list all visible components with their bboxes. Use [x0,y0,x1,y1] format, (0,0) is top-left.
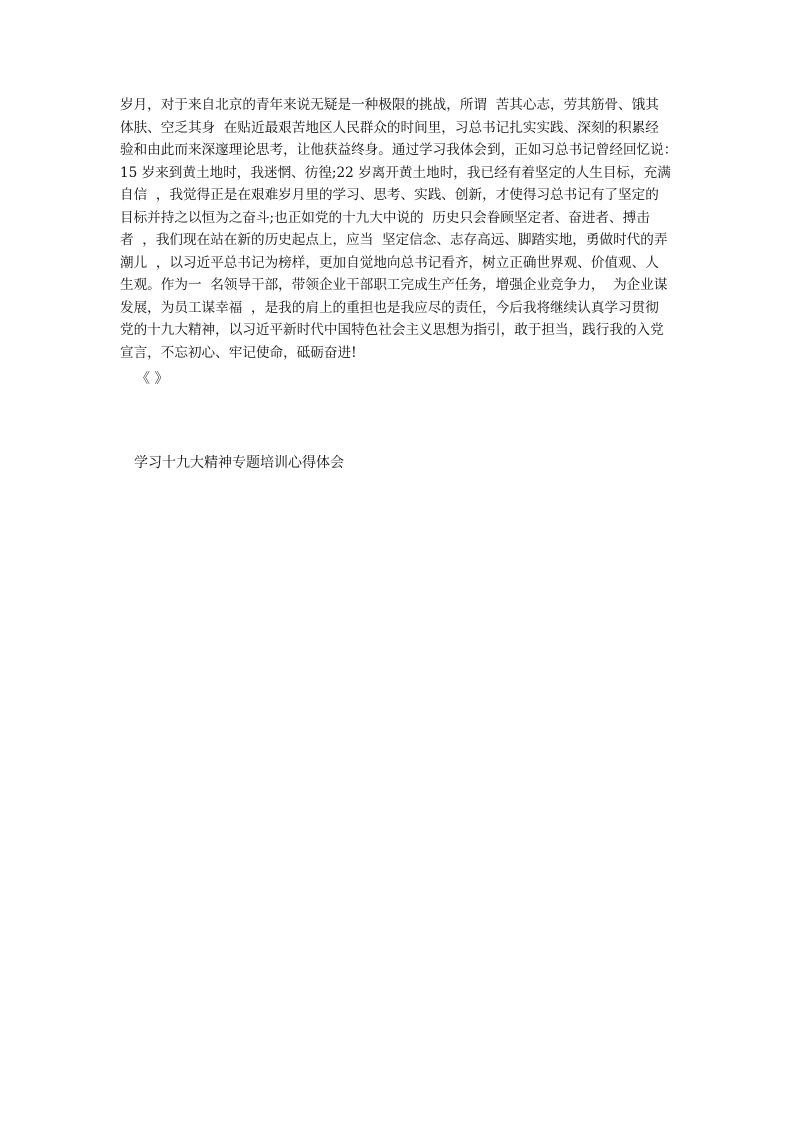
title-brackets: 《 》 [136,371,169,387]
paragraph-line: 党的十九大精神，以习近平新时代中国特色社会主义思想为指引，敢于担当，践行我的入党 [120,322,664,338]
paragraph-line: 岁月，对于来自北京的青年来说无疑是一种极限的挑战，所谓 苦其心志，劳其筋骨、饿其 [120,97,659,113]
paragraph-line: 发展，为员工谋幸福 ，是我的肩上的重担也是我应尽的责任，今后我将继续认真学习贯彻 [120,299,659,316]
paragraph-line: 自信 ，我觉得正是在艰难岁月里的学习、思考、实践、创新，才使得习总书记有了坚定的 [120,187,659,203]
paragraph-line: 宣言，不忘初心、牢记使命，砥砺奋进! [120,344,357,361]
paragraph-line: 验和由此而来深邃理论思考，让他获益终身。通过学习我体会到，正如习总书记曾经回忆说： [120,142,678,158]
paragraph-line: 潮儿 ，以习近平总书记为榜样，更加自觉地向总书记看齐，树立正确世界观、价值观、人 [120,254,659,271]
paragraph-line: 体肤、空乏其身 在贴近最艰苦地区人民群众的时间里，习总书记扎实实践、深刻的积累经 [120,119,659,136]
paragraph-line: 15 岁来到黄土地时，我迷惘、彷徨;22 岁离开黄土地时，我已经有着坚定的人生目标，充满 [120,164,671,181]
body-paragraph [120,94,680,364]
document-title: 学习十九大精神专题培训心得体会 [134,455,344,471]
paragraph-line: 者 ，我们现在站在新的历史起点上，应当 坚定信念、志存高远、脚踏实地，勇做时代的弄 [120,232,668,248]
paragraph-line: 目标并持之以恒为之奋斗;也正如党的十九大中说的 历史只会眷顾坚定者、奋进者、搏击 [120,209,650,226]
paragraph-line: 生观。作为一 名领导干部，带领企业干部职工完成生产任务，增强企业竞争力， 为企业谋 [120,277,668,293]
